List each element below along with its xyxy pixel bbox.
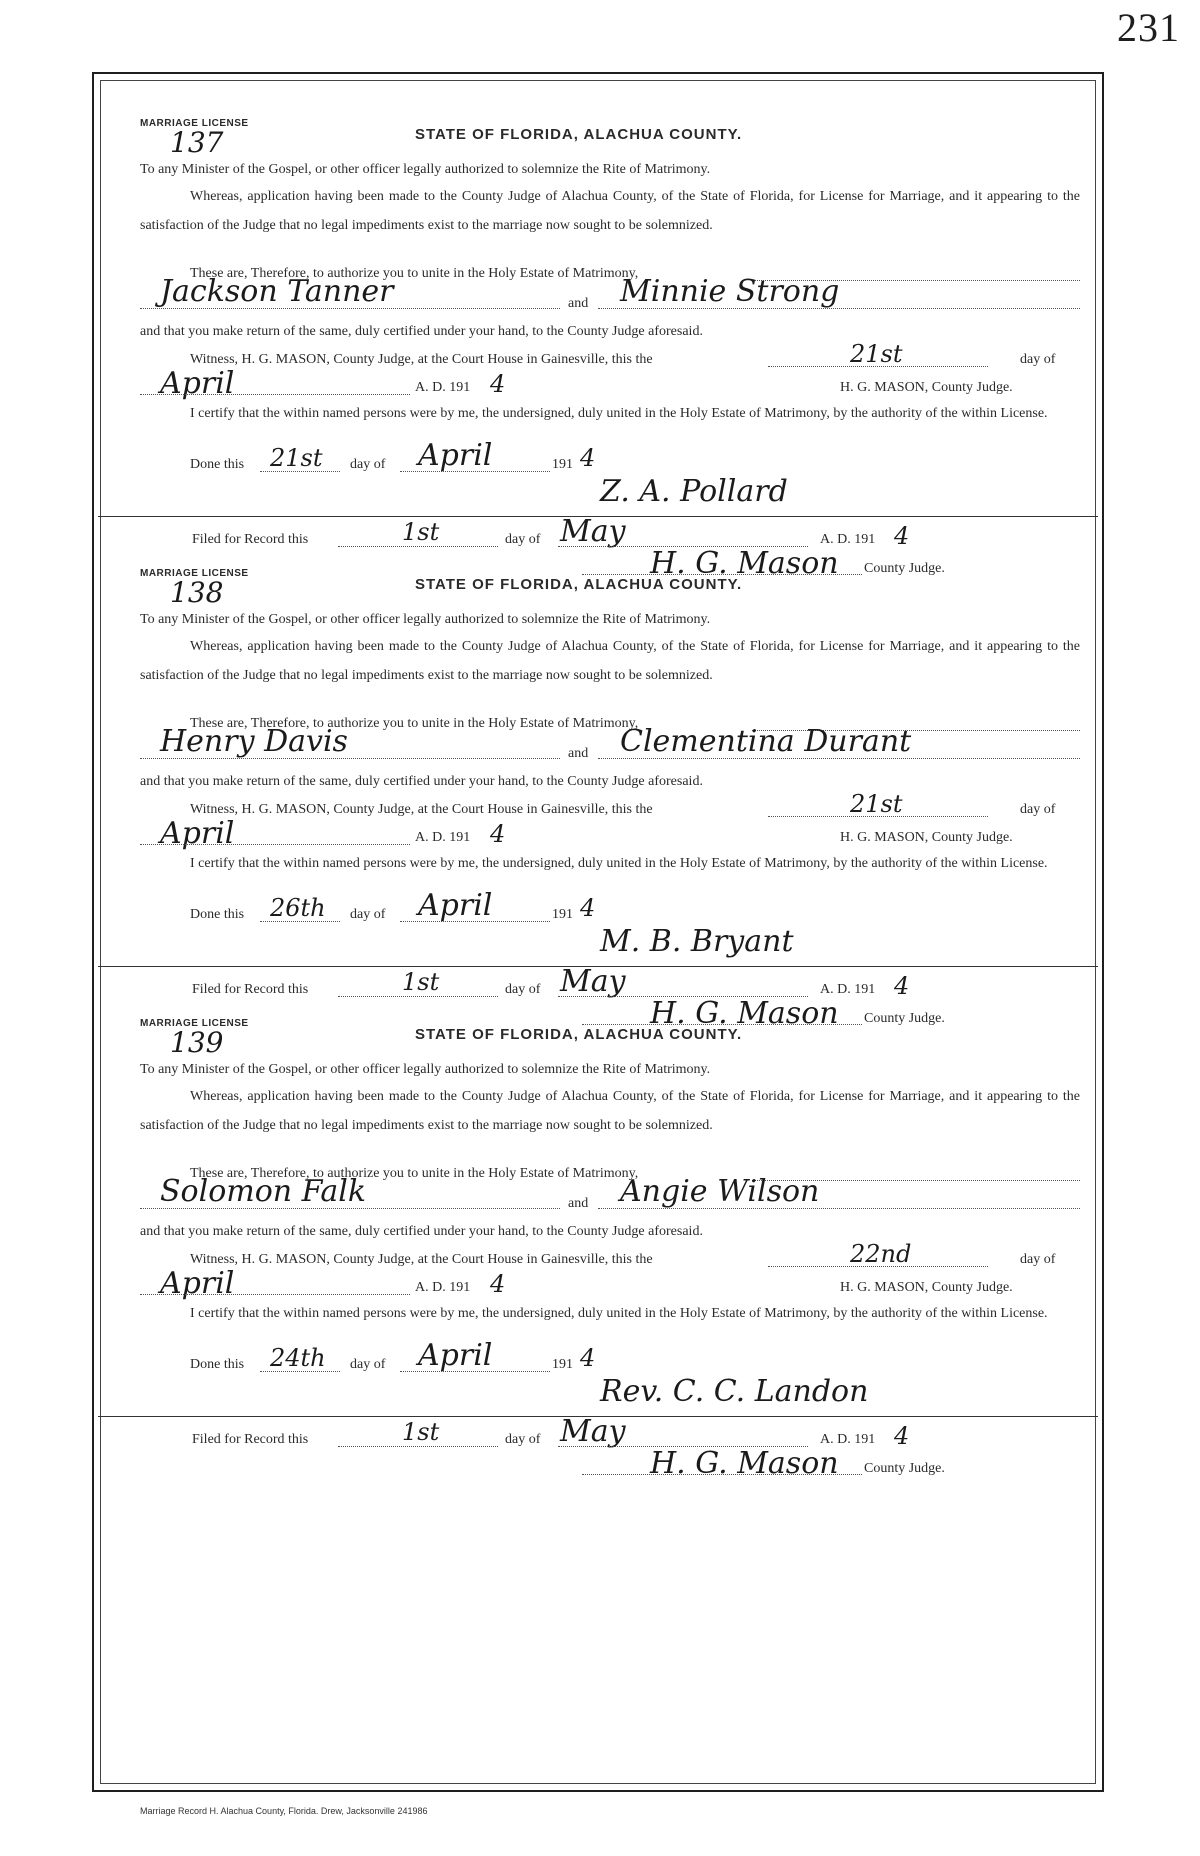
done-month: April [418,888,493,923]
judge-label: H. G. MASON, County Judge. [840,830,1013,845]
county-judge-label: County Judge. [864,1011,945,1026]
authorize-line: These are, Therefore, to authorize you to unite in the Holy Estate of Matrimony, [190,266,639,281]
license-year: 4 [490,370,506,398]
groom-line [140,1208,560,1209]
filed-day-of-label: day of [505,982,541,997]
filed-day-line [338,1446,498,1447]
authorize-line: These are, Therefore, to authorize you to unite in the Holy Estate of Matrimony, [190,716,639,731]
return-line: and that you make return of the same, duly certified under your hand, to the County Judge aforesaid. [140,1224,703,1239]
done-this-label: Done this [190,1357,245,1372]
filed-month: May [560,514,626,549]
officiant-signature: Z. A. Pollard [600,474,788,509]
certify-paragraph: I certify that the within named persons were by me, the undersigned, duly united in the Holy Estate of Matrimony, by the authority of the within License. [190,856,1048,871]
done-this-label: Done this [190,457,245,472]
done-day: 21st [270,444,323,472]
groom-line [140,308,560,309]
day-of-label: day of [1020,352,1056,367]
state-title: STATE OF FLORIDA, ALACHUA COUNTY. [415,1026,743,1043]
license-number: 139 [170,1026,224,1059]
county-judge-label: County Judge. [864,1461,945,1476]
month-line [140,844,410,845]
bride-line [598,308,1080,309]
done-month-line [400,921,550,922]
filed-signature: H. G. Mason [650,996,839,1031]
bride-name: Clementina Durant [620,724,912,759]
filed-ad-label: A. D. 191 [820,1432,876,1447]
witness-day: 21st [850,340,903,368]
county-judge-label: County Judge. [864,561,945,576]
groom-name: Henry Davis [160,724,348,759]
done-month-line [400,471,550,472]
authorize-line: These are, Therefore, to authorize you to unite in the Holy Estate of Matrimony, [190,1166,639,1181]
whereas-paragraph: Whereas, application having been made to the County Judge of Alachua County, of the State of Florida, for License for Marriage, and it appearing to the satisfaction of the Judge that no legal impediments exist to the marriage now sought to be solemnized. [140,639,1080,683]
filed-day-of-label: day of [505,1432,541,1447]
filed-year: 4 [894,1422,910,1450]
filed-year: 4 [894,522,910,550]
done-year: 4 [580,444,596,472]
filed-label: Filed for Record this [192,1432,309,1447]
month-line [140,1294,410,1295]
filed-label: Filed for Record this [192,532,309,547]
day-of-label: day of [1020,1252,1056,1267]
filed-year: 4 [894,972,910,1000]
page-number: 231 [1117,5,1180,50]
done-month: April [418,438,493,473]
officiant-signature: M. B. Bryant [600,924,794,959]
filed-month: May [560,964,626,999]
filed-day-line [338,546,498,547]
done-year: 4 [580,1344,596,1372]
witness-month: April [160,366,235,401]
filed-month: May [560,1414,626,1449]
judge-label: H. G. MASON, County Judge. [840,1280,1013,1295]
bride-line [598,1208,1080,1209]
address-line: To any Minister of the Gospel, or other officer legally authorized to solemnize the Rite of Matrimony. [140,612,711,627]
license-number: 137 [170,126,224,159]
filed-ad-label: A. D. 191 [820,982,876,997]
certify-paragraph: I certify that the within named persons were by me, the undersigned, duly united in the Holy Estate of Matrimony, by the authority of the within License. [190,1306,1048,1321]
filed-day: 1st [402,1418,440,1446]
judge-label: H. G. MASON, County Judge. [840,380,1013,395]
certify-paragraph: I certify that the within named persons were by me, the undersigned, duly united in the Holy Estate of Matrimony, by the authority of the within License. [190,406,1048,421]
witness-month: April [160,1266,235,1301]
filed-day: 1st [402,968,440,996]
whereas-paragraph: Whereas, application having been made to the County Judge of Alachua County, of the State of Florida, for License for Marriage, and it appearing to the satisfaction of the Judge that no legal impediments exist to the marriage now sought to be solemnized. [140,189,1080,233]
done-year-label: 191 [552,457,573,472]
license-label: MARRIAGE LICENSE [140,568,249,579]
license-year: 4 [490,820,506,848]
done-day-of-label: day of [350,457,386,472]
bride-name: Angie Wilson [620,1174,820,1209]
and-label: and [568,1196,589,1211]
filed-day: 1st [402,518,440,546]
and-label: and [568,746,589,761]
done-this-label: Done this [190,907,245,922]
witness-day: 21st [850,790,903,818]
done-day-of-label: day of [350,1357,386,1372]
witness-month: April [160,816,235,851]
address-line: To any Minister of the Gospel, or other officer legally authorized to solemnize the Rite of Matrimony. [140,162,711,177]
filed-day-of-label: day of [505,532,541,547]
return-line: and that you make return of the same, duly certified under your hand, to the County Judge aforesaid. [140,774,703,789]
ad-label: A. D. 191 [415,380,471,395]
done-year: 4 [580,894,596,922]
month-line [140,394,410,395]
witness-line: Witness, H. G. MASON, County Judge, at the Court House in Gainesville, this the [190,352,653,367]
done-day: 26th [270,894,326,922]
witness-line: Witness, H. G. MASON, County Judge, at the Court House in Gainesville, this the [190,1252,653,1267]
and-label: and [568,296,589,311]
ad-label: A. D. 191 [415,830,471,845]
done-month-line [400,1371,550,1372]
filed-signature: H. G. Mason [650,1446,839,1481]
done-month: April [418,1338,493,1373]
bride-name: Minnie Strong [620,274,840,309]
witness-day: 22nd [850,1240,912,1268]
witness-line: Witness, H. G. MASON, County Judge, at the Court House in Gainesville, this the [190,802,653,817]
license-year: 4 [490,1270,506,1298]
officiant-signature: Rev. C. C. Landon [600,1374,869,1409]
groom-line [140,758,560,759]
license-label: MARRIAGE LICENSE [140,118,249,129]
filed-ad-label: A. D. 191 [820,532,876,547]
groom-name: Solomon Falk [160,1174,367,1209]
done-year-label: 191 [552,1357,573,1372]
state-title: STATE OF FLORIDA, ALACHUA COUNTY. [415,126,743,143]
state-title: STATE OF FLORIDA, ALACHUA COUNTY. [415,576,743,593]
day-of-label: day of [1020,802,1056,817]
filed-label: Filed for Record this [192,982,309,997]
footer-imprint: Marriage Record H. Alachua County, Florida. Drew, Jacksonville 241986 [140,1806,428,1816]
done-day-of-label: day of [350,907,386,922]
done-year-label: 191 [552,907,573,922]
license-label: MARRIAGE LICENSE [140,1018,249,1029]
filed-signature: H. G. Mason [650,546,839,581]
license-number: 138 [170,576,224,609]
filed-day-line [338,996,498,997]
ad-label: A. D. 191 [415,1280,471,1295]
address-line: To any Minister of the Gospel, or other officer legally authorized to solemnize the Rite of Matrimony. [140,1062,711,1077]
return-line: and that you make return of the same, duly certified under your hand, to the County Judge aforesaid. [140,324,703,339]
whereas-paragraph: Whereas, application having been made to the County Judge of Alachua County, of the State of Florida, for License for Marriage, and it appearing to the satisfaction of the Judge that no legal impediments exist to the marriage now sought to be solemnized. [140,1089,1080,1133]
groom-name: Jackson Tanner [160,274,394,309]
done-day: 24th [270,1344,326,1372]
bride-line [598,758,1080,759]
